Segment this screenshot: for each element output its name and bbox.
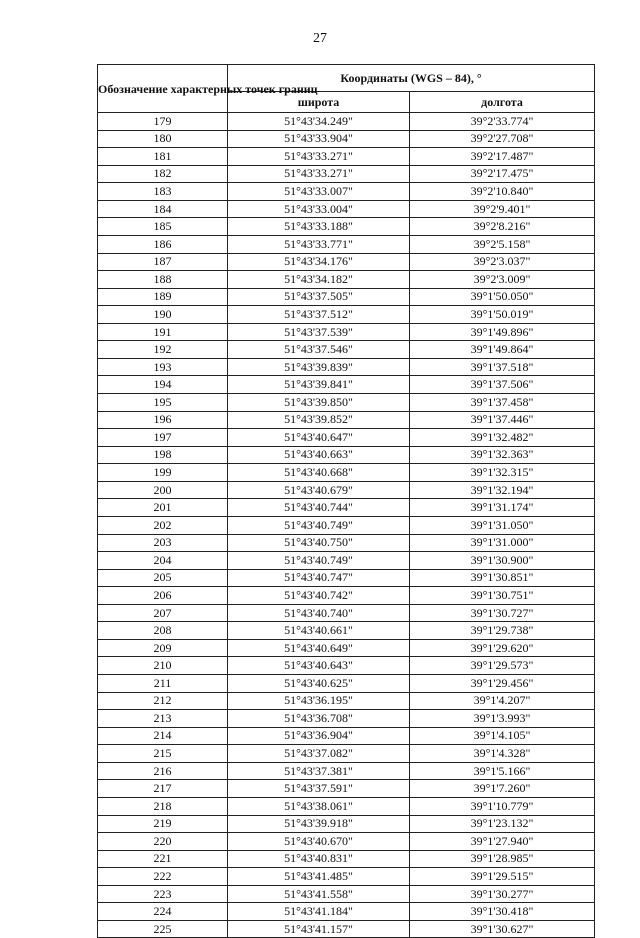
point-id-cell: 189 bbox=[98, 288, 228, 306]
table-row bbox=[98, 481, 595, 499]
latitude-cell: 51°43'37.512" bbox=[228, 306, 410, 324]
longitude-cell: 39°1'23.132" bbox=[410, 815, 595, 833]
latitude-cell: 51°43'39.852" bbox=[228, 411, 410, 429]
longitude-cell: 39°1'30.727" bbox=[410, 604, 595, 622]
longitude-cell: 39°1'4.207" bbox=[410, 692, 595, 710]
latitude-cell: 51°43'36.708" bbox=[228, 710, 410, 728]
table-row bbox=[98, 692, 595, 710]
point-id-cell: 222 bbox=[98, 868, 228, 886]
table-row bbox=[98, 464, 595, 482]
point-id-cell: 225 bbox=[98, 920, 228, 938]
latitude-cell: 51°43'33.271" bbox=[228, 148, 410, 166]
longitude-cell: 39°1'4.328" bbox=[410, 745, 595, 763]
longitude-cell: 39°1'27.940" bbox=[410, 833, 595, 851]
latitude-cell: 51°43'36.904" bbox=[228, 727, 410, 745]
table-row bbox=[98, 569, 595, 587]
point-id-cell: 221 bbox=[98, 850, 228, 868]
latitude-cell: 51°43'36.195" bbox=[228, 692, 410, 710]
table-row bbox=[98, 394, 595, 412]
latitude-cell: 51°43'41.558" bbox=[228, 885, 410, 903]
longitude-cell: 39°1'28.985" bbox=[410, 850, 595, 868]
point-id-cell: 186 bbox=[98, 235, 228, 253]
table-row bbox=[98, 885, 595, 903]
point-id-cell: 199 bbox=[98, 464, 228, 482]
point-id-cell: 217 bbox=[98, 780, 228, 798]
point-id-cell: 219 bbox=[98, 815, 228, 833]
table-row bbox=[98, 710, 595, 728]
longitude-cell: 39°1'50.019" bbox=[410, 306, 595, 324]
latitude-cell: 51°43'39.841" bbox=[228, 376, 410, 394]
header-latitude: широта bbox=[228, 92, 410, 113]
longitude-cell: 39°1'29.738" bbox=[410, 622, 595, 640]
latitude-cell: 51°43'40.750" bbox=[228, 534, 410, 552]
table-row bbox=[98, 253, 595, 271]
longitude-cell: 39°1'37.518" bbox=[410, 358, 595, 376]
longitude-cell: 39°2'8.216" bbox=[410, 218, 595, 236]
point-id-cell: 182 bbox=[98, 165, 228, 183]
table-row bbox=[98, 429, 595, 447]
latitude-cell: 51°43'39.839" bbox=[228, 358, 410, 376]
table-row bbox=[98, 288, 595, 306]
point-id-cell: 193 bbox=[98, 358, 228, 376]
table-body bbox=[98, 113, 595, 938]
latitude-cell: 51°43'40.749" bbox=[228, 552, 410, 570]
point-id-cell: 194 bbox=[98, 376, 228, 394]
point-id-cell: 211 bbox=[98, 675, 228, 693]
table-row bbox=[98, 815, 595, 833]
coordinates-table bbox=[97, 64, 595, 938]
latitude-cell: 51°43'40.661" bbox=[228, 622, 410, 640]
latitude-cell: 51°43'40.740" bbox=[228, 604, 410, 622]
latitude-cell: 51°43'40.742" bbox=[228, 587, 410, 605]
point-id-cell: 202 bbox=[98, 516, 228, 534]
header-designation: Обозначение характерных точек границ bbox=[98, 65, 228, 113]
table-row bbox=[98, 745, 595, 763]
latitude-cell: 51°43'40.744" bbox=[228, 499, 410, 517]
point-id-cell: 195 bbox=[98, 394, 228, 412]
latitude-cell: 51°43'33.771" bbox=[228, 235, 410, 253]
longitude-cell: 39°2'27.708" bbox=[410, 130, 595, 148]
longitude-cell: 39°2'10.840" bbox=[410, 183, 595, 201]
point-id-cell: 212 bbox=[98, 692, 228, 710]
latitude-cell: 51°43'33.271" bbox=[228, 165, 410, 183]
longitude-cell: 39°1'30.851" bbox=[410, 569, 595, 587]
longitude-cell: 39°1'29.456" bbox=[410, 675, 595, 693]
latitude-cell: 51°43'37.591" bbox=[228, 780, 410, 798]
table-row bbox=[98, 604, 595, 622]
longitude-cell: 39°2'5.158" bbox=[410, 235, 595, 253]
point-id-cell: 185 bbox=[98, 218, 228, 236]
longitude-cell: 39°1'31.050" bbox=[410, 516, 595, 534]
longitude-cell: 39°1'32.363" bbox=[410, 446, 595, 464]
table-row bbox=[98, 323, 595, 341]
table-row bbox=[98, 780, 595, 798]
point-id-cell: 181 bbox=[98, 148, 228, 166]
table-row bbox=[98, 797, 595, 815]
point-id-cell: 192 bbox=[98, 341, 228, 359]
table-row bbox=[98, 639, 595, 657]
table-row bbox=[98, 341, 595, 359]
table-row bbox=[98, 165, 595, 183]
longitude-cell: 39°1'49.896" bbox=[410, 323, 595, 341]
table-row bbox=[98, 113, 595, 131]
table-row bbox=[98, 446, 595, 464]
latitude-cell: 51°43'34.249" bbox=[228, 113, 410, 131]
point-id-cell: 187 bbox=[98, 253, 228, 271]
longitude-cell: 39°1'29.573" bbox=[410, 657, 595, 675]
longitude-cell: 39°1'10.779" bbox=[410, 797, 595, 815]
longitude-cell: 39°2'17.487" bbox=[410, 148, 595, 166]
latitude-cell: 51°43'37.546" bbox=[228, 341, 410, 359]
point-id-cell: 196 bbox=[98, 411, 228, 429]
latitude-cell: 51°43'37.505" bbox=[228, 288, 410, 306]
point-id-cell: 213 bbox=[98, 710, 228, 728]
latitude-cell: 51°43'40.747" bbox=[228, 569, 410, 587]
table-row bbox=[98, 306, 595, 324]
table-row bbox=[98, 358, 595, 376]
point-id-cell: 208 bbox=[98, 622, 228, 640]
point-id-cell: 203 bbox=[98, 534, 228, 552]
point-id-cell: 183 bbox=[98, 183, 228, 201]
longitude-cell: 39°1'31.000" bbox=[410, 534, 595, 552]
latitude-cell: 51°43'40.749" bbox=[228, 516, 410, 534]
point-id-cell: 200 bbox=[98, 481, 228, 499]
table-row bbox=[98, 235, 595, 253]
latitude-cell: 51°43'41.157" bbox=[228, 920, 410, 938]
point-id-cell: 218 bbox=[98, 797, 228, 815]
point-id-cell: 190 bbox=[98, 306, 228, 324]
table-row bbox=[98, 675, 595, 693]
latitude-cell: 51°43'33.007" bbox=[228, 183, 410, 201]
table-row bbox=[98, 183, 595, 201]
table-row bbox=[98, 534, 595, 552]
header-coordinates: Координаты (WGS – 84), ° bbox=[228, 65, 595, 92]
point-id-cell: 215 bbox=[98, 745, 228, 763]
latitude-cell: 51°43'33.188" bbox=[228, 218, 410, 236]
point-id-cell: 197 bbox=[98, 429, 228, 447]
longitude-cell: 39°1'30.900" bbox=[410, 552, 595, 570]
point-id-cell: 216 bbox=[98, 762, 228, 780]
latitude-cell: 51°43'39.918" bbox=[228, 815, 410, 833]
table-row bbox=[98, 622, 595, 640]
point-id-cell: 205 bbox=[98, 569, 228, 587]
table-row bbox=[98, 130, 595, 148]
table-row bbox=[98, 903, 595, 921]
latitude-cell: 51°43'40.679" bbox=[228, 481, 410, 499]
latitude-cell: 51°43'33.904" bbox=[228, 130, 410, 148]
table-row bbox=[98, 727, 595, 745]
table-row bbox=[98, 516, 595, 534]
latitude-cell: 51°43'33.004" bbox=[228, 200, 410, 218]
latitude-cell: 51°43'40.831" bbox=[228, 850, 410, 868]
table-row bbox=[98, 850, 595, 868]
longitude-cell: 39°1'29.620" bbox=[410, 639, 595, 657]
longitude-cell: 39°1'30.627" bbox=[410, 920, 595, 938]
longitude-cell: 39°1'3.993" bbox=[410, 710, 595, 728]
table-row bbox=[98, 657, 595, 675]
latitude-cell: 51°43'37.381" bbox=[228, 762, 410, 780]
latitude-cell: 51°43'38.061" bbox=[228, 797, 410, 815]
table-row bbox=[98, 833, 595, 851]
point-id-cell: 188 bbox=[98, 271, 228, 289]
table-row bbox=[98, 271, 595, 289]
longitude-cell: 39°1'30.277" bbox=[410, 885, 595, 903]
table-header bbox=[98, 65, 595, 113]
longitude-cell: 39°1'30.751" bbox=[410, 587, 595, 605]
page-number: 27 bbox=[313, 31, 327, 46]
point-id-cell: 224 bbox=[98, 903, 228, 921]
table-row bbox=[98, 920, 595, 938]
header-longitude: долгота bbox=[410, 92, 595, 113]
longitude-cell: 39°1'30.418" bbox=[410, 903, 595, 921]
latitude-cell: 51°43'40.649" bbox=[228, 639, 410, 657]
latitude-cell: 51°43'37.539" bbox=[228, 323, 410, 341]
longitude-cell: 39°1'50.050" bbox=[410, 288, 595, 306]
table-row bbox=[98, 218, 595, 236]
latitude-cell: 51°43'40.663" bbox=[228, 446, 410, 464]
longitude-cell: 39°1'32.482" bbox=[410, 429, 595, 447]
point-id-cell: 214 bbox=[98, 727, 228, 745]
table-row bbox=[98, 200, 595, 218]
point-id-cell: 198 bbox=[98, 446, 228, 464]
point-id-cell: 191 bbox=[98, 323, 228, 341]
longitude-cell: 39°1'4.105" bbox=[410, 727, 595, 745]
latitude-cell: 51°43'34.176" bbox=[228, 253, 410, 271]
longitude-cell: 39°1'37.506" bbox=[410, 376, 595, 394]
longitude-cell: 39°1'37.446" bbox=[410, 411, 595, 429]
latitude-cell: 51°43'37.082" bbox=[228, 745, 410, 763]
point-id-cell: 209 bbox=[98, 639, 228, 657]
longitude-cell: 39°2'3.037" bbox=[410, 253, 595, 271]
longitude-cell: 39°2'33.774" bbox=[410, 113, 595, 131]
latitude-cell: 51°43'41.485" bbox=[228, 868, 410, 886]
longitude-cell: 39°1'32.194" bbox=[410, 481, 595, 499]
point-id-cell: 179 bbox=[98, 113, 228, 131]
longitude-cell: 39°1'32.315" bbox=[410, 464, 595, 482]
latitude-cell: 51°43'34.182" bbox=[228, 271, 410, 289]
latitude-cell: 51°43'40.643" bbox=[228, 657, 410, 675]
longitude-cell: 39°1'7.260" bbox=[410, 780, 595, 798]
longitude-cell: 39°1'5.166" bbox=[410, 762, 595, 780]
point-id-cell: 180 bbox=[98, 130, 228, 148]
longitude-cell: 39°1'29.515" bbox=[410, 868, 595, 886]
point-id-cell: 220 bbox=[98, 833, 228, 851]
table-row bbox=[98, 499, 595, 517]
latitude-cell: 51°43'40.670" bbox=[228, 833, 410, 851]
point-id-cell: 207 bbox=[98, 604, 228, 622]
point-id-cell: 206 bbox=[98, 587, 228, 605]
latitude-cell: 51°43'40.668" bbox=[228, 464, 410, 482]
point-id-cell: 204 bbox=[98, 552, 228, 570]
table-row bbox=[98, 148, 595, 166]
longitude-cell: 39°2'9.401" bbox=[410, 200, 595, 218]
table-row bbox=[98, 868, 595, 886]
table-row bbox=[98, 411, 595, 429]
table-row bbox=[98, 587, 595, 605]
point-id-cell: 210 bbox=[98, 657, 228, 675]
table-row bbox=[98, 552, 595, 570]
longitude-cell: 39°2'17.475" bbox=[410, 165, 595, 183]
point-id-cell: 201 bbox=[98, 499, 228, 517]
longitude-cell: 39°1'31.174" bbox=[410, 499, 595, 517]
longitude-cell: 39°1'37.458" bbox=[410, 394, 595, 412]
latitude-cell: 51°43'41.184" bbox=[228, 903, 410, 921]
longitude-cell: 39°1'49.864" bbox=[410, 341, 595, 359]
point-id-cell: 184 bbox=[98, 200, 228, 218]
table-row bbox=[98, 376, 595, 394]
latitude-cell: 51°43'39.850" bbox=[228, 394, 410, 412]
latitude-cell: 51°43'40.647" bbox=[228, 429, 410, 447]
longitude-cell: 39°2'3.009" bbox=[410, 271, 595, 289]
table-row bbox=[98, 762, 595, 780]
latitude-cell: 51°43'40.625" bbox=[228, 675, 410, 693]
point-id-cell: 223 bbox=[98, 885, 228, 903]
